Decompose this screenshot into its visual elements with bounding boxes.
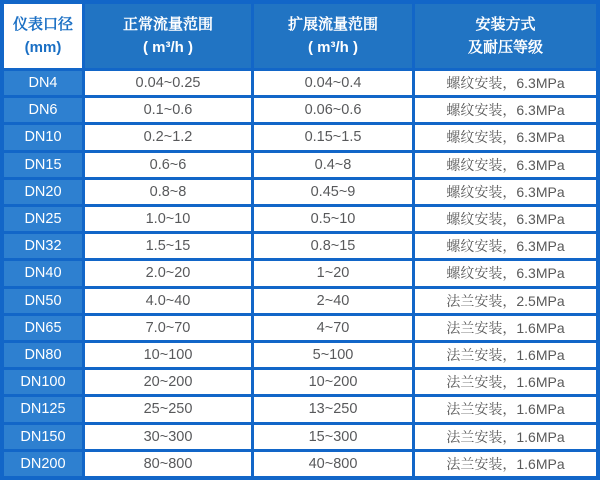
diameter-cell: DN6 <box>4 98 82 122</box>
extended-range-cell: 0.4~8 <box>254 153 412 177</box>
header-extended-range-line1: 扩展流量范围 <box>287 15 378 33</box>
extended-range-cell: 0.06~0.6 <box>254 98 412 122</box>
diameter-cell: DN65 <box>4 316 82 340</box>
header-diameter-line2: (mm) <box>24 39 62 56</box>
extended-range-cell: 0.45~9 <box>254 180 412 204</box>
diameter-cell: DN50 <box>4 289 82 313</box>
normal-range-cell: 1.0~10 <box>85 207 251 231</box>
diameter-cell: DN80 <box>4 343 82 367</box>
header-install <box>415 4 596 68</box>
diameter-cell: DN125 <box>4 397 82 421</box>
diameter-cell: DN4 <box>4 71 82 95</box>
normal-range-cell: 0.1~0.6 <box>85 98 251 122</box>
diameter-cell: DN20 <box>4 180 82 204</box>
diameter-cell: DN15 <box>4 153 82 177</box>
normal-range-cell: 4.0~40 <box>85 289 251 313</box>
header-diameter <box>4 4 82 68</box>
normal-range-cell: 2.0~20 <box>85 261 251 285</box>
normal-range-cell: 10~100 <box>85 343 251 367</box>
install-cell: 螺纹安装，6.3MPa <box>415 125 596 149</box>
install-cell: 法兰安装，1.6MPa <box>415 343 596 367</box>
normal-range-cell: 80~800 <box>85 452 251 476</box>
diameter-cell: DN200 <box>4 452 82 476</box>
install-cell: 螺纹安装，6.3MPa <box>415 234 596 258</box>
install-cell: 法兰安装，1.6MPa <box>415 316 596 340</box>
diameter-cell: DN40 <box>4 261 82 285</box>
extended-range-cell: 10~200 <box>254 370 412 394</box>
header-extended-range-line2: ( m³/h ) <box>308 39 358 56</box>
header-normal-range <box>85 4 251 68</box>
normal-range-cell: 0.2~1.2 <box>85 125 251 149</box>
install-cell: 螺纹安装，6.3MPa <box>415 153 596 177</box>
normal-range-cell: 0.8~8 <box>85 180 251 204</box>
diameter-cell: DN10 <box>4 125 82 149</box>
install-cell: 法兰安装，2.5MPa <box>415 289 596 313</box>
normal-range-cell: 1.5~15 <box>85 234 251 258</box>
header-install-line2: 及耐压等级 <box>467 39 543 56</box>
header-install-line1: 安装方式 <box>475 15 536 33</box>
install-cell: 法兰安装，1.6MPa <box>415 452 596 476</box>
header-diameter-line1: 仪表口径 <box>12 15 73 33</box>
install-cell: 法兰安装，1.6MPa <box>415 370 596 394</box>
normal-range-cell: 7.0~70 <box>85 316 251 340</box>
install-cell: 法兰安装，1.6MPa <box>415 397 596 421</box>
extended-range-cell: 1~20 <box>254 261 412 285</box>
install-cell: 螺纹安装，6.3MPa <box>415 207 596 231</box>
extended-range-cell: 0.5~10 <box>254 207 412 231</box>
extended-range-cell: 13~250 <box>254 397 412 421</box>
normal-range-cell: 0.6~6 <box>85 153 251 177</box>
header-normal-range-line1: 正常流量范围 <box>122 15 213 33</box>
extended-range-cell: 0.8~15 <box>254 234 412 258</box>
install-cell: 螺纹安装，6.3MPa <box>415 180 596 204</box>
header-extended-range <box>254 4 412 68</box>
extended-range-cell: 0.15~1.5 <box>254 125 412 149</box>
normal-range-cell: 25~250 <box>85 397 251 421</box>
diameter-cell: DN100 <box>4 370 82 394</box>
install-cell: 螺纹安装，6.3MPa <box>415 261 596 285</box>
install-cell: 螺纹安装，6.3MPa <box>415 71 596 95</box>
normal-range-cell: 30~300 <box>85 425 251 449</box>
extended-range-cell: 0.04~0.4 <box>254 71 412 95</box>
install-cell: 螺纹安装，6.3MPa <box>415 98 596 122</box>
extended-range-cell: 40~800 <box>254 452 412 476</box>
diameter-cell: DN32 <box>4 234 82 258</box>
diameter-cell: DN150 <box>4 425 82 449</box>
extended-range-cell: 15~300 <box>254 425 412 449</box>
header-normal-range-line2: ( m³/h ) <box>143 39 193 56</box>
extended-range-cell: 4~70 <box>254 316 412 340</box>
extended-range-cell: 5~100 <box>254 343 412 367</box>
extended-range-cell: 2~40 <box>254 289 412 313</box>
install-cell: 法兰安装，1.6MPa <box>415 425 596 449</box>
normal-range-cell: 0.04~0.25 <box>85 71 251 95</box>
diameter-cell: DN25 <box>4 207 82 231</box>
normal-range-cell: 20~200 <box>85 370 251 394</box>
